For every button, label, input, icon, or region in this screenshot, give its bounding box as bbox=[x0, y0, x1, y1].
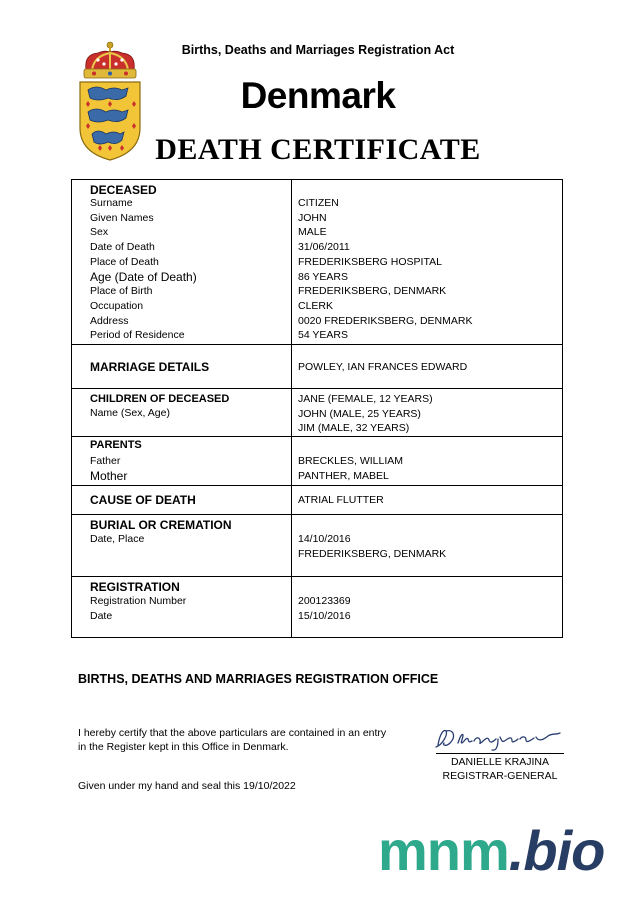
certificate-table bbox=[71, 179, 563, 638]
watermark-tld: .bio bbox=[508, 819, 605, 882]
field-value: 14/10/2016 bbox=[298, 533, 351, 545]
registration-labels bbox=[90, 594, 186, 623]
field-label: Surname bbox=[90, 197, 133, 209]
cause-heading: CAUSE OF DEATH bbox=[90, 493, 196, 507]
field-value: JOHN bbox=[298, 211, 327, 224]
parents-values bbox=[298, 454, 403, 483]
children-heading: CHILDREN OF DECEASED bbox=[90, 393, 230, 405]
field-value: JIM (MALE, 32 YEARS) bbox=[298, 422, 410, 435]
country-heading: Denmark bbox=[240, 75, 396, 116]
field-value: 54 YEARS bbox=[298, 329, 349, 342]
field-value: 200123369 bbox=[298, 595, 351, 607]
certification-line: in the Register kept in this Office in Denmark. bbox=[78, 741, 289, 753]
row-divider bbox=[72, 436, 562, 437]
danish-coat-of-arms-icon bbox=[74, 40, 146, 162]
field-value: FREDERIKSBERG, DENMARK bbox=[298, 547, 447, 560]
certification-line: I hereby certify that the above particulars are contained in an entry bbox=[78, 727, 387, 739]
field-value: CITIZEN bbox=[298, 197, 339, 209]
registration-heading: REGISTRATION bbox=[90, 580, 180, 594]
deceased-values bbox=[298, 196, 472, 343]
children-label: Name (Sex, Age) bbox=[90, 407, 170, 419]
field-value: BRECKLES, WILLIAM bbox=[298, 455, 404, 467]
field-label: Mother bbox=[90, 468, 128, 483]
field-value: PANTHER, MABEL bbox=[298, 469, 389, 482]
row-divider bbox=[72, 514, 562, 515]
registrar-name: DANIELLE KRAJINA bbox=[450, 756, 550, 768]
field-value: FREDERIKSBERG HOSPITAL bbox=[298, 255, 442, 268]
field-value: 15/10/2016 bbox=[298, 609, 351, 622]
field-value: 0020 FREDERIKSBERG, DENMARK bbox=[298, 314, 473, 327]
field-label: Place of Birth bbox=[90, 285, 153, 298]
watermark-logo bbox=[378, 818, 604, 883]
signature-line bbox=[436, 753, 564, 754]
given-under-seal: Given under my hand and seal this 19/10/2022 bbox=[78, 780, 296, 792]
field-label: Sex bbox=[90, 226, 109, 239]
row-divider bbox=[72, 485, 562, 486]
burial-label: Date, Place bbox=[90, 533, 145, 545]
field-label: Father bbox=[90, 455, 121, 467]
field-value: FREDERIKSBERG, DENMARK bbox=[298, 285, 447, 298]
field-label: Age (Date of Death) bbox=[90, 269, 197, 284]
deceased-labels bbox=[90, 196, 197, 343]
watermark-name: mnm bbox=[378, 819, 509, 882]
field-label: Occupation bbox=[90, 299, 144, 312]
field-label: Given Names bbox=[90, 211, 154, 224]
cause-value: ATRIAL FLUTTER bbox=[298, 494, 384, 506]
certificate-title: DEATH CERTIFICATE bbox=[155, 133, 481, 166]
field-label: Period of Residence bbox=[90, 329, 185, 342]
field-value: 31/06/2011 bbox=[298, 241, 350, 254]
registration-values bbox=[298, 594, 351, 623]
marriage-heading: MARRIAGE DETAILS bbox=[90, 360, 210, 374]
children-values bbox=[298, 392, 433, 436]
act-title: Births, Deaths and Marriages Registration Act bbox=[181, 43, 455, 57]
burial-values bbox=[298, 532, 446, 561]
field-label: Registration Number bbox=[90, 595, 187, 607]
field-value: 86 YEARS bbox=[298, 270, 349, 283]
office-heading: BIRTHS, DEATHS AND MARRIAGES REGISTRATION OFFICE bbox=[78, 672, 439, 686]
parents-heading: PARENTS bbox=[90, 439, 142, 451]
burial-heading: BURIAL OR CREMATION bbox=[90, 518, 232, 532]
row-divider bbox=[72, 344, 562, 345]
field-value: JANE (FEMALE, 12 YEARS) bbox=[298, 393, 433, 405]
registrar-block bbox=[436, 756, 564, 783]
parents-labels bbox=[90, 454, 127, 483]
marriage-value: POWLEY, IAN FRANCES EDWARD bbox=[298, 361, 468, 373]
registrar-signature bbox=[432, 723, 564, 753]
row-divider bbox=[72, 576, 562, 577]
deceased-heading: DECEASED bbox=[90, 183, 157, 197]
certification-statement bbox=[78, 726, 428, 754]
field-label: Address bbox=[90, 314, 129, 327]
field-label: Date bbox=[90, 609, 113, 622]
field-label: Date of Death bbox=[90, 241, 155, 254]
row-divider bbox=[72, 388, 562, 389]
field-value: MALE bbox=[298, 226, 327, 239]
field-value: JOHN (MALE, 25 YEARS) bbox=[298, 407, 421, 420]
field-label: Place of Death bbox=[90, 255, 159, 268]
column-divider bbox=[291, 180, 292, 637]
field-value: CLERK bbox=[298, 299, 334, 312]
registrar-title: REGISTRAR-GENERAL bbox=[442, 769, 558, 782]
